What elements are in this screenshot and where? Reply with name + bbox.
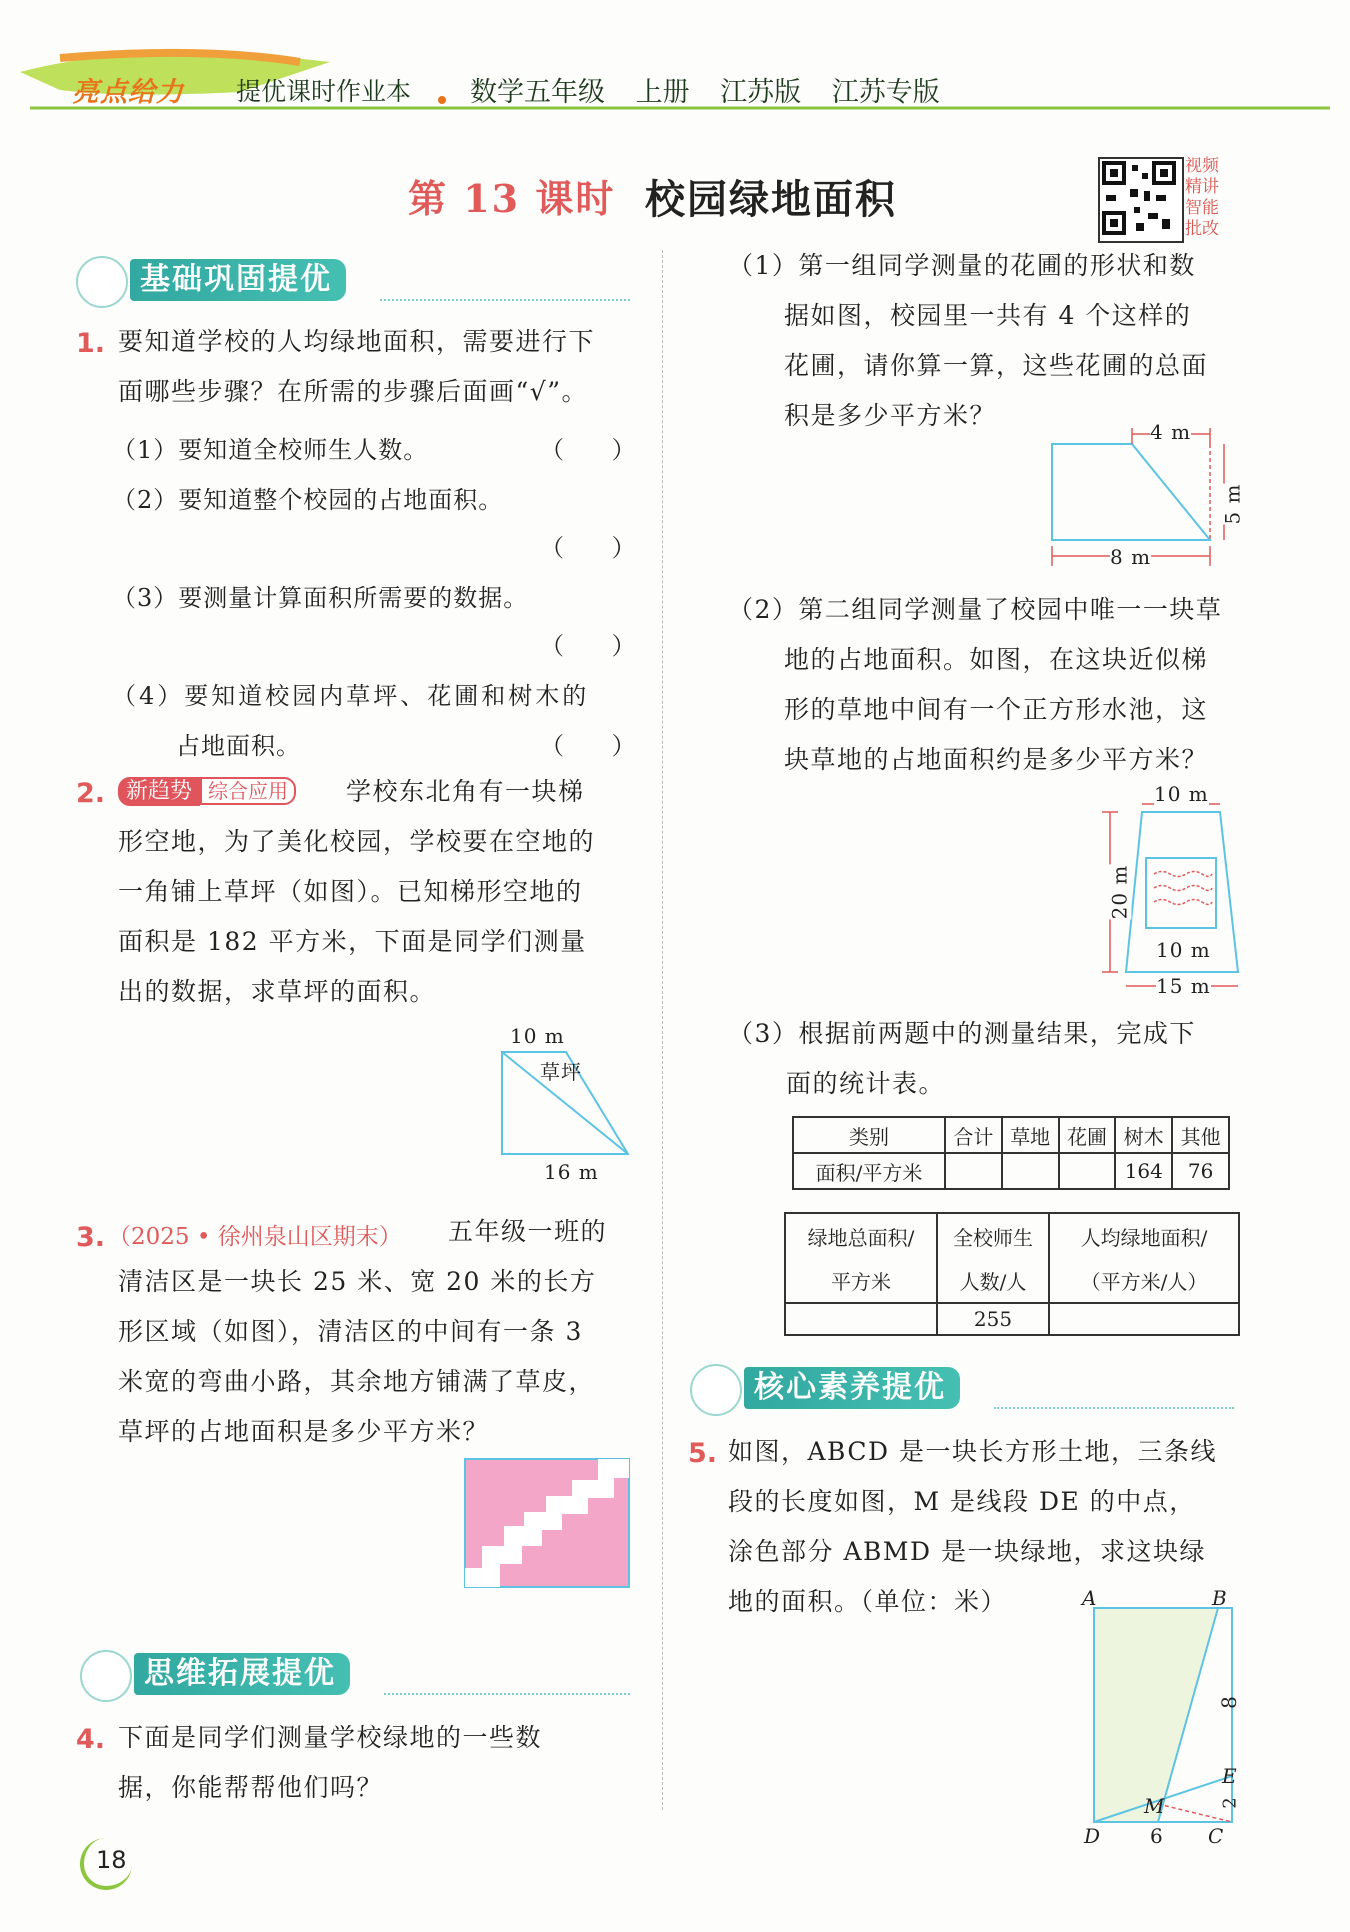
q1-text-line2: 面哪些步骤？在所需的步骤后面画“√”。 <box>118 377 588 406</box>
subject-info: 数学五年级 上册 江苏版 江苏专版 <box>470 77 940 108</box>
section-divider <box>384 1693 630 1695</box>
q4-p1-label-top: 4 m <box>1150 420 1192 444</box>
length-label-8: 8 <box>1216 1695 1241 1709</box>
q4-part1-line4: 积是多少平方米？ <box>784 401 997 430</box>
qr-code[interactable] <box>1098 157 1184 243</box>
table-cell: 255 <box>937 1303 1049 1335</box>
point-label-b: B <box>1212 1586 1228 1610</box>
q5-text-line3: 涂色部分 ABMD 是一块绿地，求这块绿 <box>728 1537 1206 1566</box>
section-divider <box>994 1407 1234 1409</box>
table-cell-input[interactable] <box>1002 1153 1059 1189</box>
section-title-basic: 基础巩固提优 <box>130 259 346 301</box>
q4-part3-line2: 面的统计表。 <box>786 1069 946 1098</box>
question-number: 3. <box>76 1222 106 1253</box>
table-header: 人数/人 <box>937 1259 1049 1303</box>
q1-option-2: （2）要知道整个校园的占地面积。 <box>112 486 504 514</box>
header-decoration <box>0 0 1350 130</box>
answer-paren[interactable]: （ ） <box>540 632 636 660</box>
table-row-label: 面积/平方米 <box>793 1153 945 1189</box>
q4-text-line1: 下面是同学们测量学校绿地的一些数 <box>118 1723 543 1752</box>
q3-source: （2025 • 徐州泉山区期末） <box>108 1224 402 1250</box>
stat-table-area <box>792 1116 1230 1190</box>
question-number: 5. <box>688 1438 718 1469</box>
table-header: 类别 <box>793 1117 945 1153</box>
qr-code-icon <box>1100 159 1178 237</box>
page-title: 校园绿地面积 <box>645 176 897 223</box>
tag-new-trend: 新趋势 <box>118 777 200 806</box>
q3-text-line1: 五年级一班的 <box>448 1217 608 1246</box>
table-header: 绿地总面积/ <box>785 1213 937 1259</box>
section-title-thinking: 思维拓展提优 <box>134 1653 350 1695</box>
q4-part2-line3: 形的草地中间有一个正方形水池，这 <box>784 695 1209 724</box>
q3-text-line3: 形区域（如图），清洁区的中间有一条 3 <box>118 1317 583 1346</box>
table-header: 其他 <box>1172 1117 1229 1153</box>
q2-text-line1: 学校东北角有一块梯 <box>346 777 585 806</box>
q4-part2-line4: 块草地的占地面积约是多少平方米？ <box>784 745 1209 774</box>
q3-text-line4: 米宽的弯曲小路，其余地方铺满了草皮， <box>118 1367 596 1396</box>
lesson-number: 第 13 课时 <box>408 176 616 221</box>
q4-p2-label-height: 20 m <box>1107 864 1132 920</box>
point-label-m: M <box>1144 1794 1166 1818</box>
q4-p2-label-pool: 10 m <box>1156 938 1211 962</box>
q2-label-top: 10 m <box>510 1024 565 1048</box>
q4-part2-line1: （2）第二组同学测量了校园中唯一一块草 <box>728 595 1223 624</box>
q4-part1-line3: 花圃，请你算一算，这些花圃的总面 <box>784 351 1209 380</box>
q2-text-line4: 面积是 182 平方米，下面是同学们测量 <box>118 927 587 956</box>
q5-text-line2: 段的长度如图，M 是线段 DE 的中点， <box>728 1487 1196 1516</box>
length-label-6: 6 <box>1150 1824 1164 1848</box>
q2-label-grass: 草坪 <box>540 1060 582 1084</box>
point-label-a: A <box>1082 1586 1098 1610</box>
brand-logo: 亮点给力 <box>72 77 184 108</box>
q4-p2-label-bottom: 15 m <box>1156 974 1211 998</box>
q5-text-line4: 地的面积。（单位：米） <box>728 1587 1008 1616</box>
answer-paren[interactable]: （ ） <box>540 534 636 562</box>
q4-p1-label-side: 5 m <box>1220 483 1245 525</box>
q4-part2-line2: 地的占地面积。如图，在这块近似梯 <box>784 645 1209 674</box>
length-label-2: 2 <box>1219 1796 1241 1809</box>
page-number: 18 <box>96 1846 127 1874</box>
table-cell-input[interactable] <box>785 1303 937 1335</box>
q1-option-4: （4）要知道校园内草坪、花圃和树木的 <box>112 682 590 710</box>
q4-part3-line1: （3）根据前两题中的测量结果，完成下 <box>728 1019 1196 1048</box>
table-header: 树木 <box>1115 1117 1172 1153</box>
series-name: 提优课时作业本 <box>236 77 412 106</box>
question-number: 4. <box>76 1724 106 1755</box>
q3-path-figure <box>464 1458 632 1590</box>
q2-tags <box>118 774 296 805</box>
q2-text-line5: 出的数据，求草坪的面积。 <box>118 977 437 1006</box>
q2-text-line3: 一角铺上草坪（如图）。已知梯形空地的 <box>118 877 583 906</box>
q3-text-line5: 草坪的占地面积是多少平方米？ <box>118 1417 490 1446</box>
q1-text-line1: 要知道学校的人均绿地面积，需要进行下 <box>118 327 596 356</box>
table-cell: 164 <box>1115 1153 1172 1189</box>
table-cell-input[interactable] <box>1059 1153 1116 1189</box>
point-label-c: C <box>1208 1824 1225 1848</box>
stat-table-per-capita <box>784 1212 1240 1336</box>
q4-part1-line1: （1）第一组同学测量的花圃的形状和数 <box>728 251 1196 280</box>
q2-text-line2: 形空地，为了美化校园，学校要在空地的 <box>118 827 596 856</box>
qr-label: 视频精讲 智能批改 <box>1185 156 1219 239</box>
q4-p2-label-top: 10 m <box>1154 782 1209 806</box>
table-header: 花圃 <box>1059 1117 1116 1153</box>
answer-paren[interactable]: （ ） <box>540 436 636 464</box>
table-header: 草地 <box>1002 1117 1059 1153</box>
q1-option-1: （1）要知道全校师生人数。 <box>112 436 429 464</box>
question-number: 2. <box>76 778 106 809</box>
table-cell-input[interactable] <box>1049 1303 1239 1335</box>
section-title-core: 核心素养提优 <box>744 1367 960 1409</box>
table-header: 平方米 <box>785 1259 937 1303</box>
section-icon <box>76 256 128 308</box>
tag-application: 综合应用 <box>200 777 296 805</box>
q4-part1-line2: 据如图，校园里一共有 4 个这样的 <box>784 301 1192 330</box>
table-cell: 76 <box>1172 1153 1229 1189</box>
answer-paren[interactable]: （ ） <box>540 732 636 760</box>
q4-text-line2: 据，你能帮帮他们吗？ <box>118 1773 384 1802</box>
trophy-icon <box>690 1364 742 1416</box>
q1-option-4b: 占地面积。 <box>176 732 301 760</box>
q3-text-line2: 清洁区是一块长 25 米、宽 20 米的长方 <box>118 1267 597 1296</box>
section-divider <box>380 299 630 301</box>
point-label-e: E <box>1222 1764 1238 1788</box>
q2-label-bottom: 16 m <box>544 1160 599 1184</box>
q1-option-3: （3）要测量计算面积所需要的数据。 <box>112 584 529 612</box>
table-cell-input[interactable] <box>945 1153 1002 1189</box>
point-label-d: D <box>1084 1824 1102 1848</box>
table-header: 全校师生 <box>937 1213 1049 1259</box>
table-header: 合计 <box>945 1117 1002 1153</box>
column-divider <box>662 250 663 1810</box>
table-header: 人均绿地面积/ <box>1049 1213 1239 1259</box>
section-icon <box>80 1650 132 1702</box>
q5-text-line1: 如图，ABCD 是一块长方形土地，三条线 <box>728 1437 1218 1466</box>
q4-p1-label-bottom: 8 m <box>1110 545 1152 569</box>
question-number: 1. <box>76 328 106 359</box>
table-header: （平方米/人） <box>1049 1259 1239 1303</box>
